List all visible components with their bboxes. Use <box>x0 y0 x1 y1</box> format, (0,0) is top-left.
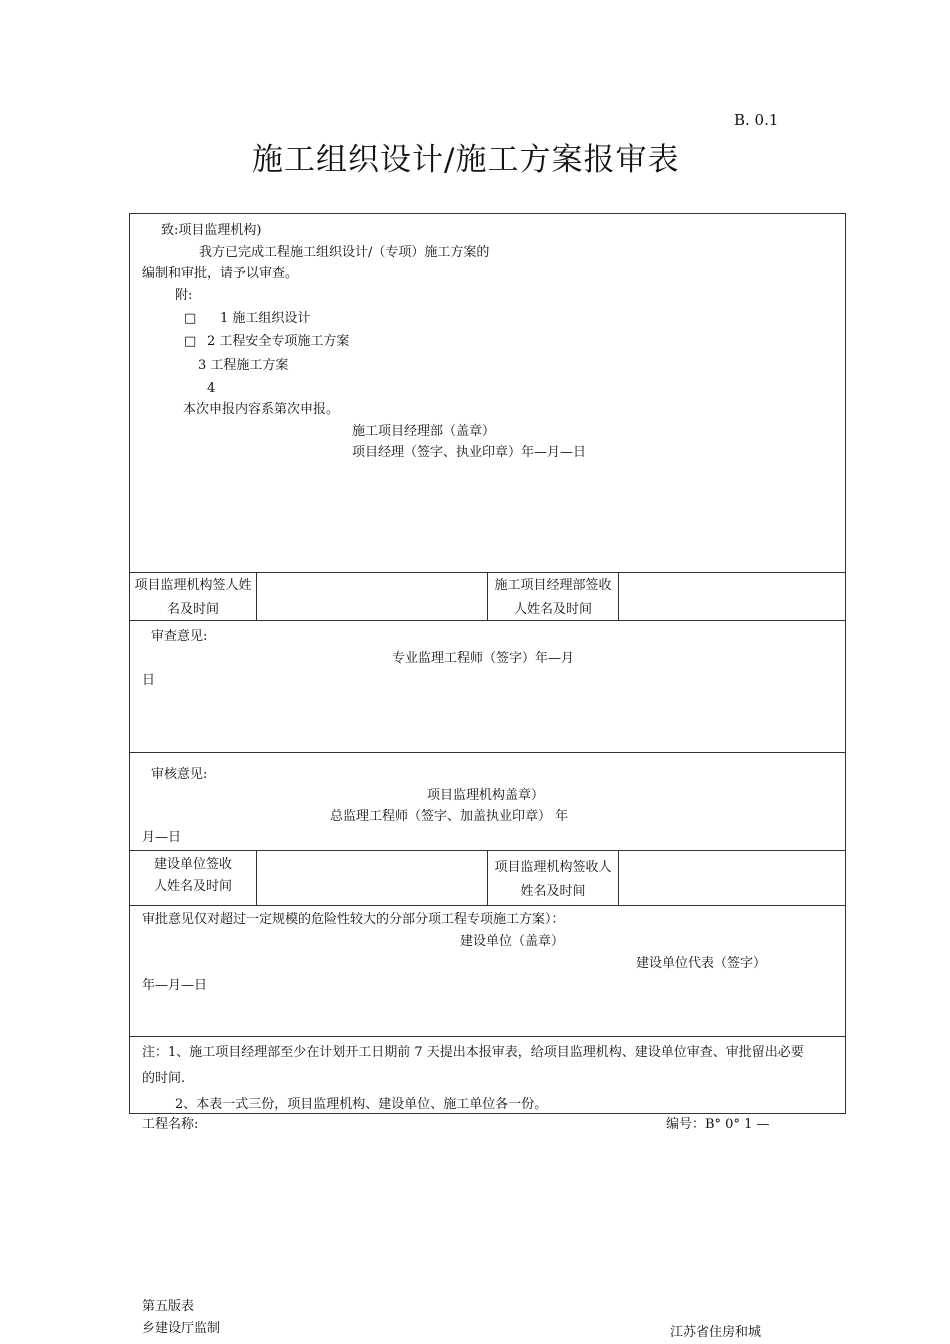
divider <box>129 905 846 906</box>
audit-signature: 总监理工程师（签字、加盖执业印章） 年 <box>330 809 569 824</box>
issuer-left: 乡建设厅监制 <box>142 1321 221 1336</box>
checkbox-safety-plan[interactable]: □ <box>184 334 197 349</box>
divider <box>129 1036 846 1037</box>
statement-line-1: 我方已完成工程施工组织设计/（专项）施工方案的 <box>199 245 490 260</box>
approval-label: 审批意见仅对超过一定规模的危险性较大的分部分项工程专项施工方案）： <box>142 912 565 927</box>
divider <box>256 850 257 905</box>
serial-number: 编号：B° 0° 1 — <box>666 1117 770 1132</box>
form-code: B. 0.1 <box>734 111 779 129</box>
approval-date: 年—月—日 <box>142 978 208 993</box>
approval-seal: 建设单位（盖章） <box>460 934 565 949</box>
audit-seal: 项目监理机构盖章） <box>427 788 545 803</box>
addressee: 致:项目监理机构) <box>161 223 262 238</box>
note-2: 2、本表一式三份，项目监理机构、建设单位、施工单位各一份。 <box>175 1097 548 1112</box>
dept-seal: 施工项目经理部（盖章） <box>352 424 496 439</box>
audit-date: 月—日 <box>142 830 182 845</box>
attachment-label: 附: <box>175 288 193 303</box>
review-signature: 专业监理工程师（签字）年—月 <box>392 651 575 666</box>
submission-count: 本次申报内容系第次申报。 <box>183 402 340 417</box>
divider <box>618 572 619 620</box>
divider <box>129 752 846 753</box>
note-1-cont: 的时间. <box>142 1071 186 1086</box>
option-label: 3 工程施工方案 <box>198 358 289 373</box>
cell-label: 施工项目经理部签收 人姓名及时间 <box>494 578 612 617</box>
cell-label: 项目监理机构签收人 姓名及时间 <box>494 860 612 899</box>
review-label: 审查意见: <box>151 629 208 644</box>
cell-label: 项目监理机构签人姓 名及时间 <box>134 578 252 617</box>
divider <box>618 850 619 905</box>
option-label: 4 <box>207 381 216 396</box>
audit-label: 审核意见: <box>151 767 208 782</box>
checkbox-construction-design[interactable]: □ <box>184 311 197 326</box>
manager-signature: 项目经理（签字、执业印章）年—月—日 <box>352 445 587 460</box>
cell-label: 建设单位签收 人姓名及时间 <box>153 857 232 894</box>
project-name-label: 工程名称: <box>142 1117 199 1132</box>
option-label: 2 工程安全专项施工方案 <box>207 334 350 349</box>
divider <box>256 572 257 620</box>
review-day: 日 <box>142 673 156 688</box>
edition-label: 第五版表 <box>142 1299 195 1314</box>
option-label: 1 施工组织设计 <box>220 311 311 326</box>
approval-representative: 建设单位代表（签字） <box>636 956 767 971</box>
statement-line-2: 编制和审批，请予以审查。 <box>142 266 299 281</box>
issuer-right: 江苏省住房和城 <box>670 1325 762 1340</box>
note-1: 注：1、施工项目经理部至少在计划开工日期前 7 天提出本报审表，给项目监理机构、建设单位审查、审批留出必要 <box>142 1045 804 1060</box>
page-title: 施工组织设计/施工方案报审表 <box>252 142 680 178</box>
